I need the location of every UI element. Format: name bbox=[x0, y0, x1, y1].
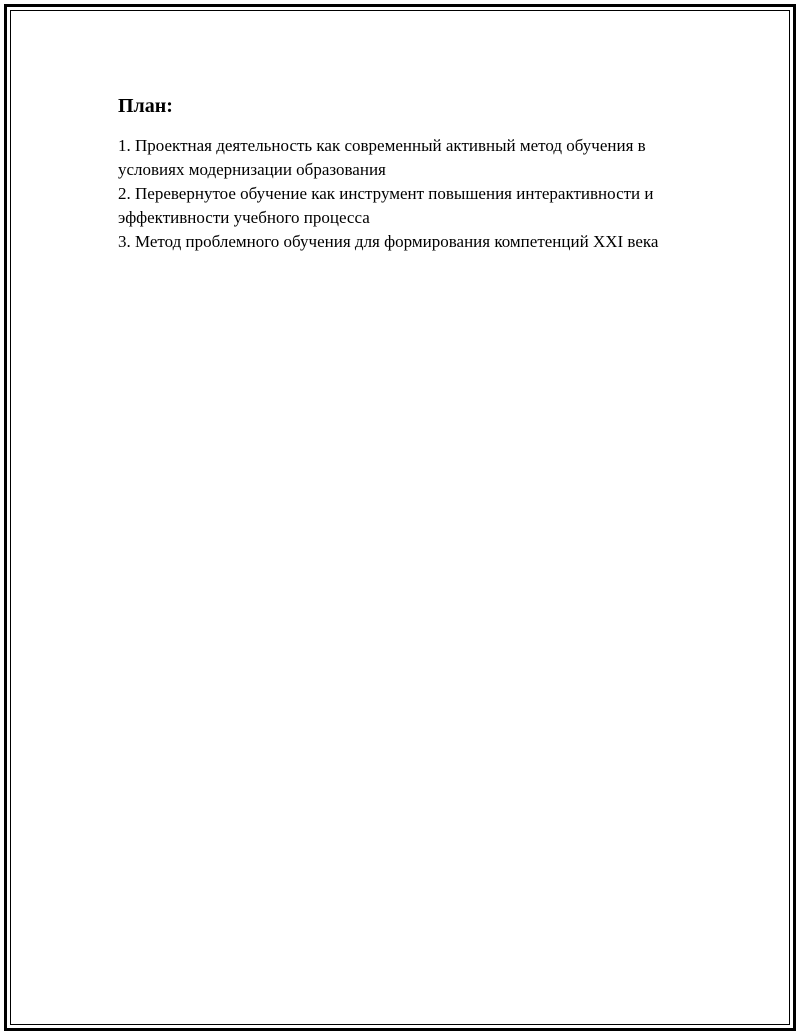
plan-item-2: 2. Перевернутое обучение как инструмент повышения интерактивности и эффективности учебного процесса bbox=[118, 184, 654, 227]
plan-title: План: bbox=[118, 95, 173, 117]
page-content bbox=[118, 94, 698, 254]
plan-item-3: 3. Метод проблемного обучения для формирования компетенций XXI века bbox=[118, 232, 659, 251]
plan-item-1: 1. Проектная деятельность как современный активный метод обучения в условиях модернизации образования bbox=[118, 136, 646, 179]
plan-list bbox=[118, 134, 698, 254]
